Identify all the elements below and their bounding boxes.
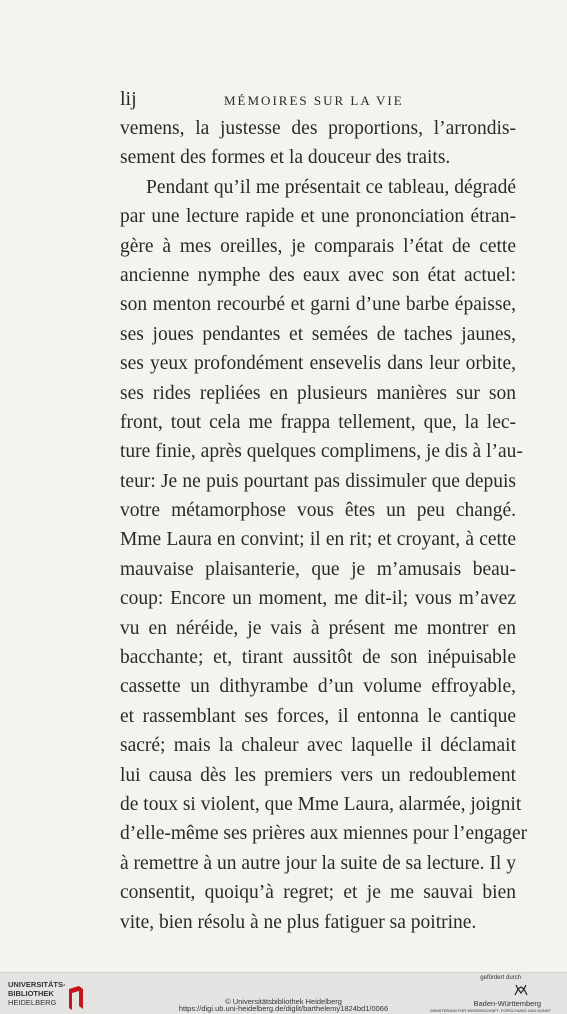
stag-emblem-icon <box>513 983 529 997</box>
permalink[interactable]: https://digi.ub.uni-heidelberg.de/diglit/barthelemy1824bd1/0066 <box>178 1004 389 1013</box>
text-line: par une lecture rapide et une prononciation étran- <box>120 206 516 228</box>
text-line: ses yeux profondément ensevelis dans leur orbite, <box>120 353 516 375</box>
text-line: cassette un dithyrambe d’un volume effroyable, <box>120 676 516 698</box>
body-text <box>120 114 528 937</box>
funder-subtitle: MINISTERIUM FÜR WISSENSCHAFT, FORSCHUNG UND KUNST <box>430 1008 551 1013</box>
funder-logo[interactable] <box>430 975 557 1013</box>
text-line: gère à mes oreilles, je comparais l’état de cette <box>120 235 516 257</box>
library-name-line1: UNIVERSITÄTS- <box>8 980 66 989</box>
page-header <box>120 88 516 114</box>
text-line: consentit, quoiqu’à regret; et je me sauvai bien <box>120 882 516 904</box>
running-title: MÉMOIRES SUR LA VIE <box>224 93 404 108</box>
text-line: vu en néréide, je vais à présent me montrer en <box>120 617 516 639</box>
text-line: vite, bien résolu à ne plus fatiguer sa poitrine. <box>120 911 477 933</box>
copyright-notice: © Universitätsbibliothek Heidelberg <box>225 997 342 1006</box>
text-line: sement des formes et la douceur des traits. <box>120 147 451 169</box>
text-line: ture finie, après quelques complimens, je dis à l’au- <box>120 441 523 463</box>
text-line: Mme Laura en convint; il en rit; et croyant, à cette <box>120 529 516 551</box>
funded-by-label: gefördert durch <box>480 975 521 981</box>
funder-name: Baden-Württemberg <box>473 999 541 1008</box>
text-line: ses joues pendantes et semées de taches jaunes, <box>120 323 516 345</box>
text-line: lui causa dès les premiers vers un redoublement <box>120 764 516 786</box>
library-name-line2: BIBLIOTHEK <box>8 989 54 998</box>
library-name-line3: HEIDELBERG <box>8 998 57 1007</box>
text-line: votre métamorphose vous êtes un peu changé. <box>120 500 516 522</box>
text-line: Pendant qu’il me présentait ce tableau, dégradé <box>146 176 516 198</box>
text-line: son menton recourbé et garni d’une barbe épaisse, <box>120 294 516 316</box>
text-line: et rassemblant ses forces, il entonna le cantique <box>120 705 516 727</box>
text-line: ancienne nymphe des eaux avec son état actuel: <box>120 264 516 286</box>
text-line: vemens, la justesse des proportions, l’arrondis- <box>120 118 516 139</box>
text-line: front, tout cela me frappa tellement, que, la lec- <box>120 411 516 433</box>
text-line: teur: Je ne puis pourtant pas dissimuler que depuis <box>120 470 516 492</box>
text-line: d’elle-même ses prières aux miennes pour l’engager <box>120 823 528 845</box>
text-line: de toux si violent, que Mme Laura, alarmée, joignit <box>120 793 522 815</box>
page-number: lij <box>120 88 137 110</box>
text-line: mauvaise plaisanterie, que je m’amusais beau- <box>120 558 516 580</box>
text-line: sacré; mais la chaleur avec laquelle il déclamait <box>120 735 516 757</box>
text-line: ses rides repliées en plusieurs manières sur son <box>120 382 516 404</box>
viewer-footer <box>0 972 567 1014</box>
text-line: à remettre à un autre jour la suite de sa lecture. Il y <box>120 852 516 874</box>
text-line: bacchante; et, tirant aussitôt de son inépuisable <box>120 647 516 669</box>
text-line: coup: Encore un moment, me dit-il; vous m’avez <box>120 588 516 610</box>
